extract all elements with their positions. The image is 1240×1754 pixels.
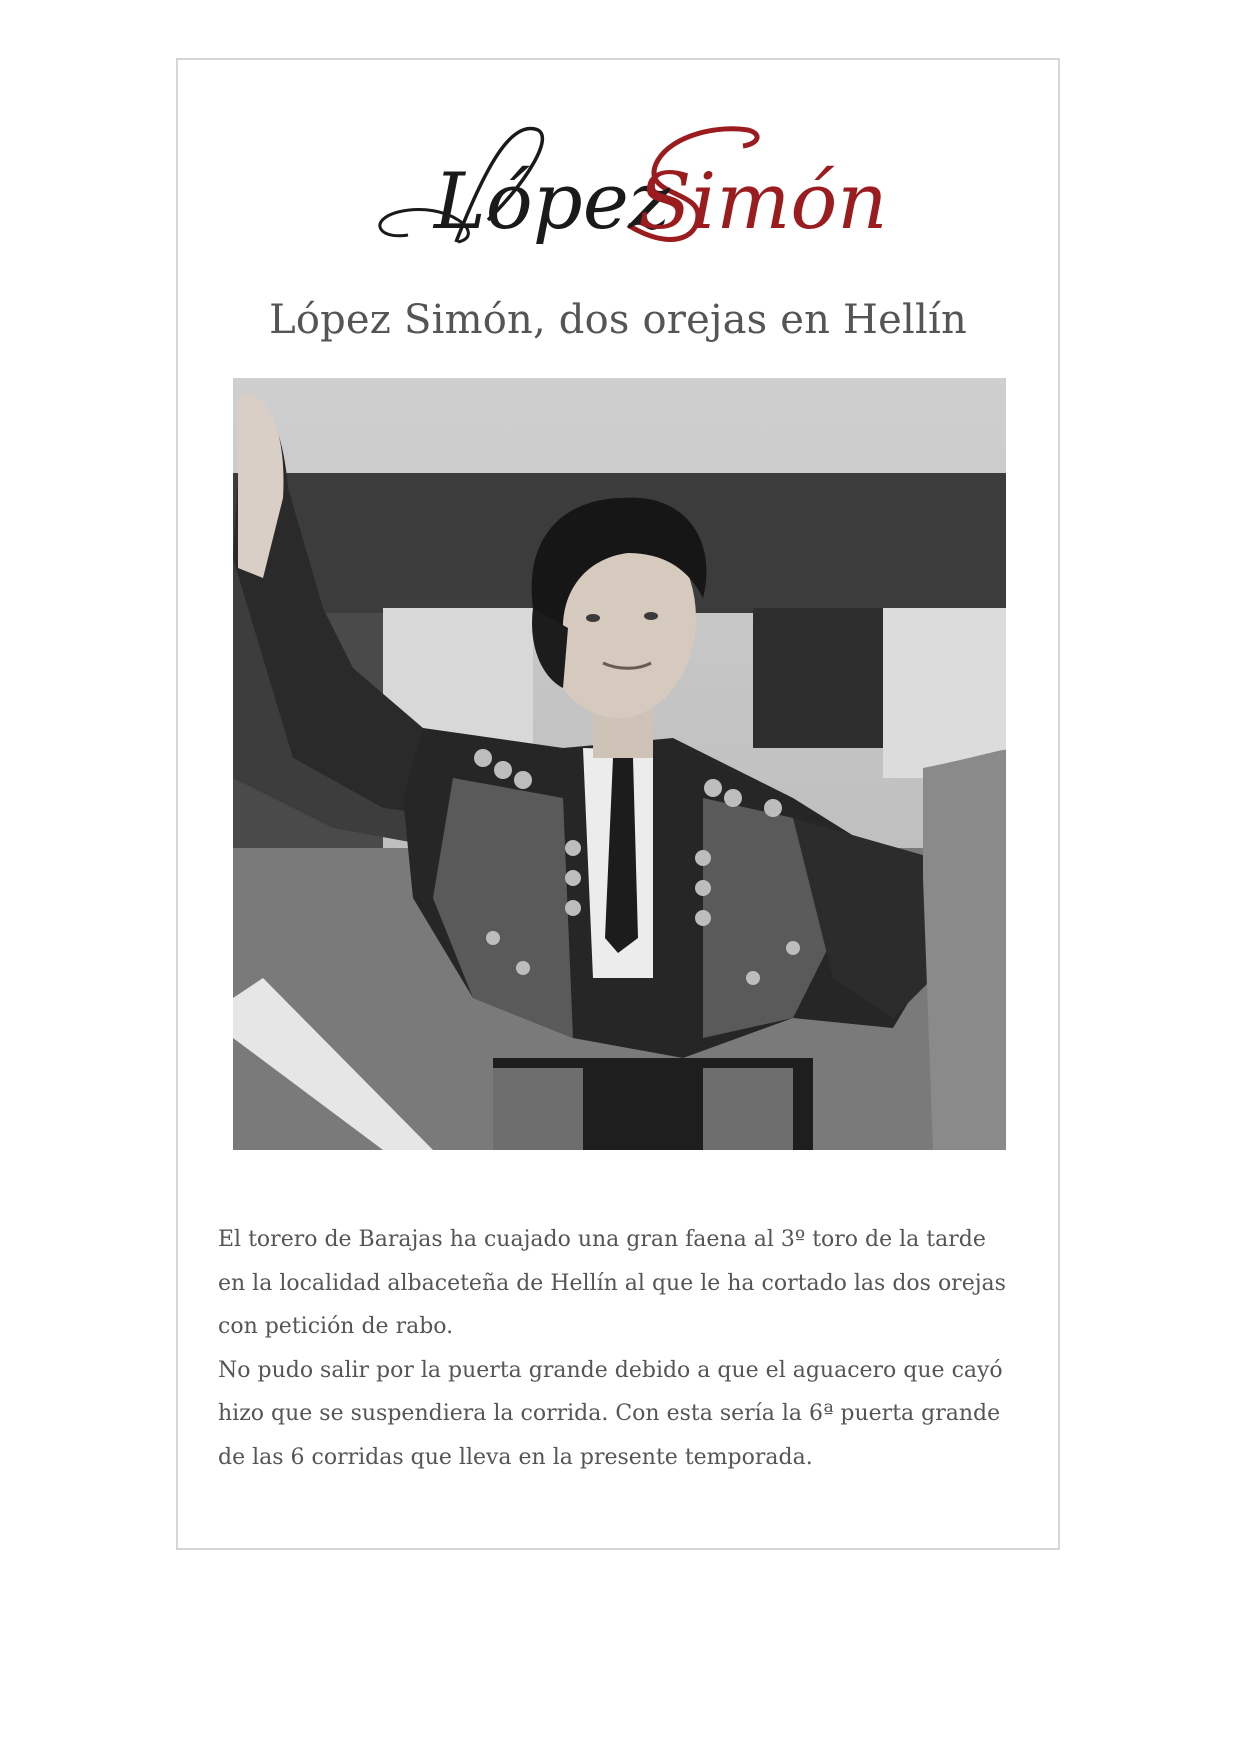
article-paragraph: No pudo salir por la puerta grande debido a que el aguacero que cayó hizo que se suspendiera la corrida. Con esta sería la 6ª puerta grande de las 6 corridas que lleva en la presente temporada. [218, 1357, 1003, 1470]
logo-word-lopez: López [434, 157, 670, 247]
brand-logo [178, 100, 1058, 270]
article-photo [233, 378, 1006, 1150]
article-body [218, 1218, 1018, 1479]
article-paragraph: El torero de Barajas ha cuajado una gran faena al 3º toro de la tarde en la localidad albaceteña de Hellín al que le ha cortado las dos orejas con petición de rabo. [218, 1227, 1006, 1339]
article-title: López Simón, dos orejas en Hellín [269, 297, 967, 343]
newsletter-card [176, 58, 1060, 1550]
logo-word-simon: Simón [638, 157, 888, 247]
